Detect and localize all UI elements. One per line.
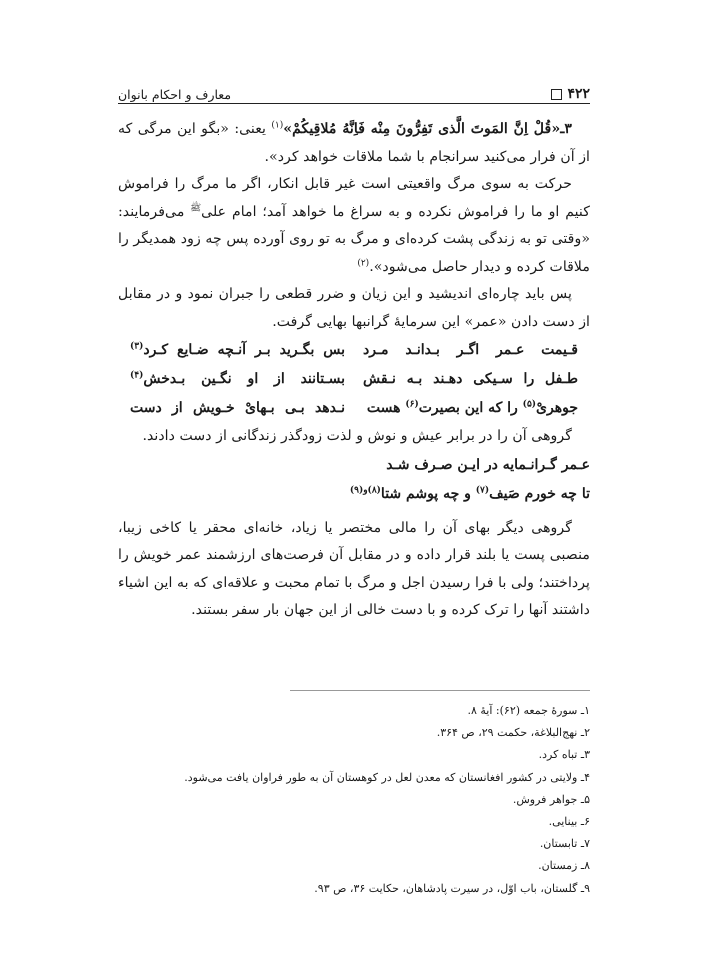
paragraph-2	[118, 171, 590, 281]
footnote-1: ۱ـ سورهٔ جمعه (۶۲): آیهٔ ۸.	[467, 704, 590, 717]
footnote-ref-5: (۵)	[522, 399, 537, 410]
page-number-value: ۴۲۲	[567, 86, 590, 102]
poem-row-2	[118, 365, 590, 394]
footnote-ref-4: (۴)	[130, 370, 144, 381]
footnote-3: ۳ـ تباه کرد.	[538, 748, 590, 762]
footnote-ref-7: (۷)	[475, 484, 490, 495]
footnote-9: ۹ـ گلستان، باب اوّل، در سیرت پادشاهان، حکایت ۳۶، ص ۹۳.	[314, 881, 590, 895]
poem-hemistich: بسـتانند از او نگـین بـدخش$^{(۴)}$	[130, 370, 346, 387]
poem-hemistich: نـدهد بـی بـهایْ خـویش از دست	[130, 400, 346, 416]
poem-hemistich: قـیمت عـمر اگـر بـدانـد مـرد	[362, 342, 578, 358]
main-text	[118, 116, 590, 625]
footnote-2: ۲ـ نهج‌البلاغة، حکمت ۲۹، ص ۳۶۴.	[436, 726, 590, 740]
footnote-ref-2: (۲)	[357, 257, 370, 268]
footnote-ref-3: (۳)	[130, 341, 144, 352]
header-divider	[118, 103, 590, 104]
square-bullet-icon	[551, 89, 562, 100]
paragraph-2-text-a: حرکت به سوی مرگ واقعیتی است غیر قابل انکار، اگر ما مرگ را فراموش کنیم او ما را فراموش نکرده و به سراغ ما خواهد آمد؛ امام علی	[118, 176, 590, 220]
footnote-7: ۷ـ تابستان.	[539, 837, 590, 851]
paragraph-4: گروهی آن را در برابر عیش و نوش و لذت زودگذر زندگانی از دست دادند.	[142, 428, 572, 444]
footnote-ref-6: (۶)	[405, 399, 419, 410]
couplet-line-2: تا چه خورم صَیف$^{(۷)}$ و چه پوشم شتا$^{(۸)و(۹)}$	[349, 484, 590, 502]
poem-hemistich: طـفل را سـیکی دهـند بـه نـقش	[362, 371, 578, 387]
couplet-line-1: عـمر گـرانـمایه در ایـن صـرف شـد	[386, 456, 590, 473]
poem-hemistich: جوهریْ$^{(۵)}$ را که این بصیرت$^{(۶)}$ هست	[366, 399, 578, 416]
verse-translation: یعنی: «بگو این مرگی که از آن فرار می‌کنید سرانجام با شما ملاقات خواهد کرد».	[118, 121, 590, 165]
page-number	[551, 86, 590, 102]
paragraph-5: گروهی دیگر بهای آن را مالی مختصر یا زیاد، خانه‌ای محقر یا کاخی زیبا، منصبی پست یا بلند قرار داده و در مقابل آن فرصت‌های ارزشمند عمر خویش را پرداختند؛ ولی با فرا رسیدن اجل و مرگ با تمام محبت و علاقه‌ای که به این اشیاء داشتند آنها را ترک کرده و با دست خالی از این جهان بار سفر بستند.	[118, 519, 590, 618]
honorific-glyph: ﷺ	[190, 202, 202, 213]
paragraph-2-text-b: می‌فرمایند: «وقتی تو به زندگی پشت کرده‌ای و مرگ به تو روی آورده پس چه زود همدیگر را ملاقات کرده و دیدار حاصل می‌شود».	[118, 203, 590, 275]
poem-hemistich: بس بگـرید بـر آنـچه ضـایع کـرد$^{(۳)}$	[130, 341, 346, 358]
footnote-divider	[290, 690, 590, 691]
paragraph-1	[118, 116, 590, 171]
footnote-4: ۴ـ ولایتی در کشور افغانستان که معدن لعل در کوهستان آن به طور فراوان یافت می‌شود.	[184, 770, 590, 784]
footnote-5: ۵ـ جواهر فروش.	[512, 792, 590, 806]
footnote-ref-1: (۱)	[271, 120, 284, 131]
item-number: ۳ـ	[560, 121, 572, 137]
footnote-8: ۸ـ زمستان.	[538, 859, 590, 873]
quran-verse: «قُلْ اِنَّ المَوتَ الَّذی تَفِرُّونَ مِنْه فَاِنَّهُ مُلاقِیکُمْ»	[283, 121, 561, 137]
footnote-6: ۶ـ بینایی.	[548, 815, 590, 829]
poem-row-1	[118, 336, 590, 365]
footnotes	[118, 700, 590, 900]
paragraph-3: پس باید چاره‌ای اندیشید و این زیان و ضرر قطعی را جبران نمود و در مقابل از دست دادن «عمر» این سرمایهٔ گرانبها بهایی گرفت.	[118, 286, 590, 330]
footnote-ref-8-9: (۸)و(۹)	[349, 484, 381, 495]
running-title: معارف و احکام بانوان	[118, 87, 232, 102]
page-header	[118, 76, 590, 102]
poem-row-3	[118, 394, 590, 423]
